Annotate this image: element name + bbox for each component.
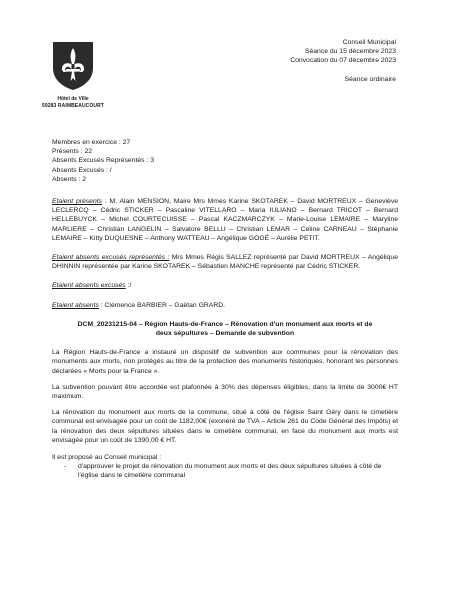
excused-count: Absents Excusés : / [52,166,112,174]
deliberation-paragraph-1: La Région Hauts-de-France a instauré un dispositif de subvention aux communes pour la rénovation des monuments aux morts, non protégés au titre de la protection des monuments historiques, honorant les personnes déclarées « Morts pour la France ». [52,349,398,375]
proposal-intro: Il est proposé au Conseil municipal : [52,454,162,462]
excused-list [52,281,398,290]
deliberation-paragraph-3: La rénovation du monument aux morts de la commune, situé à côté de l'église Saint Géry dans le cimetière communal est envisagée pour un coût de 1182,00€ (exonéré de TVA – Article 261 du Code Général des Impôts) et la rénovation des deux sépultures situées dans le cimetière communal, en face du monument aux morts est envisagée pour un coût de 1390,00 € HT. [52,409,398,444]
excused-names: :/ [125,282,132,290]
minutes-body [52,138,398,481]
represented-label: Etaient absents excusés représentés : [52,254,170,262]
council-title: Conseil Municipal [342,39,396,46]
session-type: Séance ordinaire [344,75,396,83]
represented-count: Absents Excusés Représentés : 3 [52,157,155,165]
deliberation-title: DCM_20231215-04 – Région Hauts-de-France – Rénovation d'un monument aux morts et de deux sépultures – Demande de subvention [77,320,373,338]
session-date: Séance du 15 décembre 2023 [304,48,396,56]
proposal-list-item [52,462,398,480]
excused-label: Etaient absents excusés [52,282,126,290]
attendance-stats [52,138,398,184]
members-count: Membres en exercice : 27 [52,139,131,146]
present-count: Présents : 22 [52,148,93,156]
town-logo [40,40,106,109]
bullet-dash: - [63,463,67,471]
proposal-item-text: d'approuver le projet de rénovation du monument aux morts et des deux sépultures situées à côté de l'église dans le cimetière communal [78,463,382,480]
town-hall-label: Hôtel de Ville [57,96,89,102]
represented-names: Mrs Mmes Régis SALLEZ représenté par David MORTREUX – Angélique DHINNIN représentée par Karine SKOTAREK – Sébastien MANCHE représenté par Cédric STICKER. [52,254,398,271]
convocation-date: Convocation du 07 décembre 2023 [290,57,396,65]
present-list [52,197,398,243]
absent-label: Etaient absents [52,301,99,309]
absent-list [52,301,398,310]
deliberation-paragraph-2: La subvention pouvant être accordée est plafonnée à 30% des dépenses éligibles, dans la limite de 3000€ HT maximum. [52,383,398,401]
meeting-header [220,38,396,84]
absent-count: Absents : 2 [52,175,87,183]
present-label: Etaient présents [52,198,103,206]
town-address: 59283 RAIMBEAUCOURT [42,103,104,109]
represented-list [52,253,398,271]
present-names: : M. Alain MENSION, Maire Mrs Mmes Karine SKOTAREK – David MORTREUX – Geneviève LECLERCQ – Cédric STICKER – Pascaline VITELLARO – Maria IULIANO – Bernard TRICOT – Bernard HELLEBUYCK – Michel COURTECUISSE – Pascal KACZMARCZYK – Marie-Louise LEMAIRE – Maryline MARLIERE – Christian LANGELIN – Salvatore BELLU – Christian LEMAR – Céline CARNEAU – Stéphanie LEMAIRE – Kitty DUQUESNE – Anthony WATTEAU – Angélique GOGÉ – Aurélie PETIT. [52,198,399,242]
absent-names: : Clémence BARBIER – Gaëtan GRARD. [98,301,226,309]
fleur-de-lis-shield-icon [51,40,95,92]
